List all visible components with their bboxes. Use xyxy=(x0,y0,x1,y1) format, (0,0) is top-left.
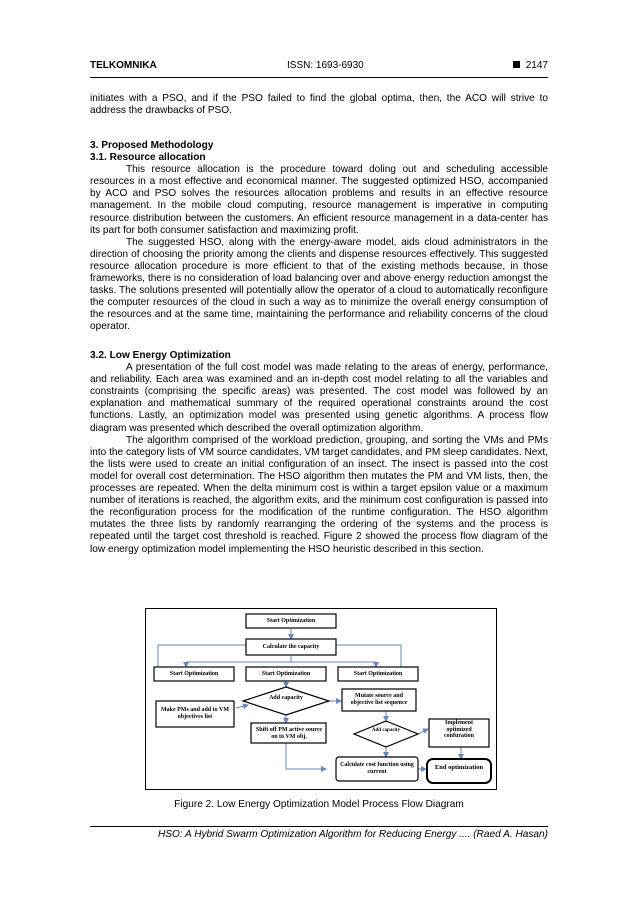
subsection-3-2-paragraph-2: The algorithm comprised of the workload prediction, grouping, and sorting the VMs and PMs into the category lists of VM source candidates, VM target candidates, and PM sleep candidates. Next, the lists were used to create an initial configuration of an insect. The insect is passed into the cost model for overall cost determination. The HSO algorithm then mutates the PM and VM lists, then, the processes are repeated. When the delta minimum cost is within a target epsilon value or a maximum number of iterations is reached, the algorithm exits, and the minimum cost configuration is passed into the reconfiguration process for the modification of the runtime configuration. The HSO algorithm mutates the three lists by randomly rearranging the ordering of the systems and the process is repeated until the target cost threshold is reached. Figure 2 showed the process flow diagram of the low energy optimization model implementing the HSO heuristic described in this section. xyxy=(90,434,548,555)
node-add-capacity-2: Add capacity xyxy=(371,728,401,733)
section-3-2 xyxy=(90,350,548,556)
subsection-3-1-paragraph-1: This resource allocation is the procedure toward doling out and scheduling accessible resources in a most effective and economical manner. The suggested optimized HSO, accompanied by ACO and PSO solves the resources allocation problems and results in an effective resource management. In the mobile cloud computing, resource management is imperative in computing resource distribution between the customers. An efficient resource management in a data-center has its part for both consumer satisfaction and maximizing profit. xyxy=(90,164,548,236)
node-start-mid: Start Optimization xyxy=(261,671,311,677)
flow-diagram-lines xyxy=(146,609,496,789)
running-header xyxy=(90,60,548,76)
issn: ISSN: 1693-6930 xyxy=(287,60,364,71)
node-implement: Implement optimized confuration xyxy=(444,720,474,739)
node-calc-capacity: Calculate the capacity xyxy=(262,644,320,650)
node-end: End optimization xyxy=(434,764,484,771)
intro-paragraph: initiates with a PSO, and if the PSO failed to find the global optima, then, the ACO will strive to address the drawbacks of PSO. xyxy=(90,93,548,117)
arrow-shift-to-cost xyxy=(286,741,326,769)
square-bullet-icon xyxy=(513,61,520,68)
figure-caption: Figure 2. Low Energy Optimization Model Process Flow Diagram xyxy=(174,799,464,810)
page-number xyxy=(513,60,548,71)
node-mutate: Mutate source and objective list sequence xyxy=(350,693,408,706)
section-3 xyxy=(90,140,548,334)
node-calc-cost: Calculate cost function using current xyxy=(340,762,414,775)
subsection-3-2-paragraph-1: A presentation of the full cost model was made relating to the areas of energy, performance, and reliability. Each area was examined and an in-depth cost model relating to all the variables and constraints (comprising the specific areas) was presented. The cost model was followed by an explanation and mathematical summary of the required operational constraints around the cost functions. Lastly, an optimization model was presented using genetic algorithms. A process flow diagram was presented which described the overall optimization algorithm. xyxy=(90,362,548,434)
subsection-3-1-paragraph-2: The suggested HSO, along with the energy-aware model, aids cloud administrators in the direction of choosing the priority among the clients and dispense resources effectively. This suggested resource allocation procedure is more efficient to that of the existing methods because, in those frameworks, there is no consideration of load balancing over and above energy reduction amongst the tasks. The solutions presented will potentially allow the operator of a cloud to automatically reconfigure the computer resources of the cloud in such a way as to minimize the overall energy consumption of the resources and at the same time, maintaining the performance and reliability concerns of the cloud operator. xyxy=(90,236,548,333)
node-shift-off: Shift off PM active source on to VM obj. xyxy=(255,727,323,740)
node-add-capacity: Add capacity xyxy=(269,695,303,701)
arrow-make-pms xyxy=(236,705,248,708)
loop-line-left xyxy=(158,645,246,669)
footer-divider xyxy=(90,826,548,827)
node-start-top: Start Optimization xyxy=(266,618,316,624)
journal-name: TELKOMNIKA xyxy=(90,60,157,71)
subsection-3-1-heading: 3.1. Resource allocation xyxy=(90,152,206,164)
loop-line-right xyxy=(336,645,401,667)
node-start-left: Start Optimization xyxy=(169,671,219,677)
node-make-pms: Make PMs and add to VM objectives list xyxy=(160,707,230,720)
page-number-value: 2147 xyxy=(525,60,548,71)
arrow-to-implement xyxy=(418,729,428,734)
section-heading: 3. Proposed Methodology xyxy=(90,140,214,151)
running-footer: HSO: A Hybrid Swarm Optimization Algorithm for Reducing Energy .... (Raed A. Hasan) xyxy=(157,829,548,840)
flow-diagram xyxy=(145,608,497,790)
subsection-3-2-heading: 3.2. Low Energy Optimization xyxy=(90,350,231,361)
node-start-right: Start Optimization xyxy=(353,671,403,677)
header-divider xyxy=(90,77,548,78)
